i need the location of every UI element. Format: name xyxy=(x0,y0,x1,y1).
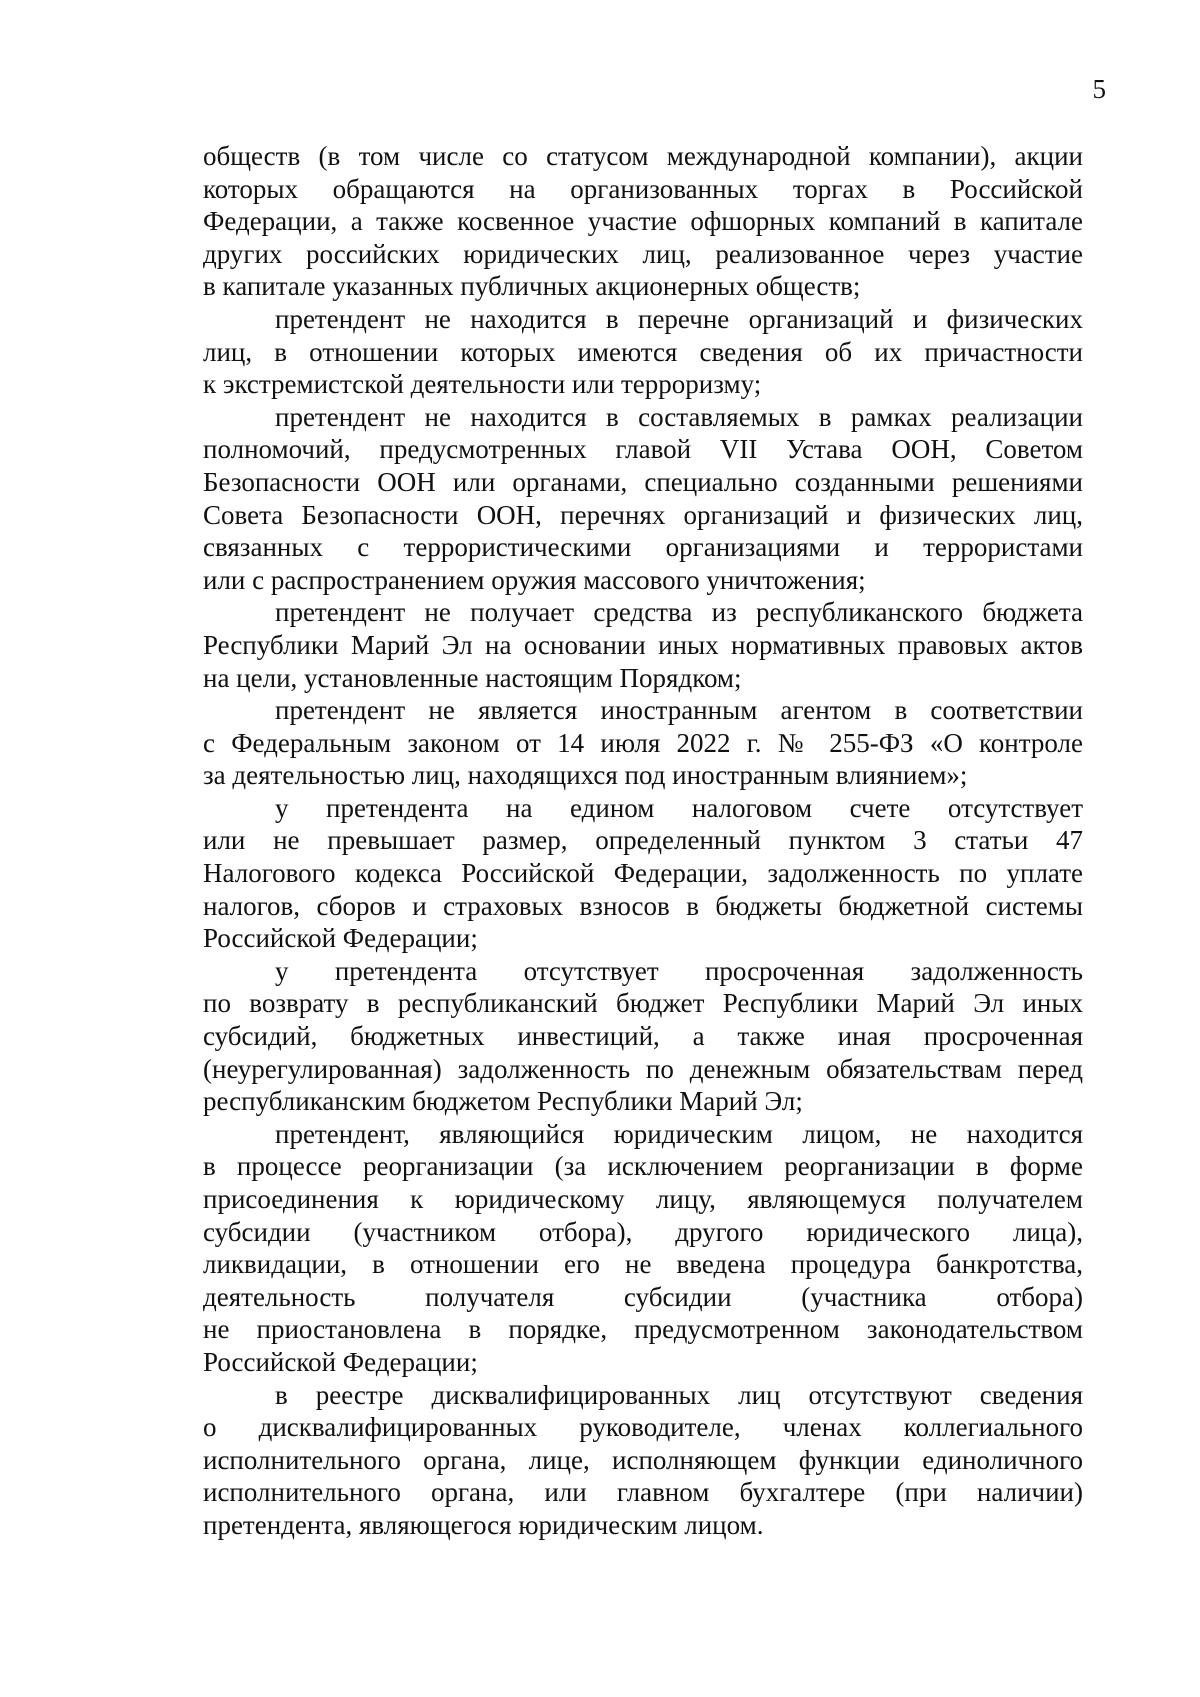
text-line: ликвидации, в отношении его не введена процедура банкротства, xyxy=(203,1249,1083,1280)
text-line: Российской Федерации; xyxy=(203,1346,478,1377)
text-line: Республики Марий Эл на основании иных нормативных правовых актов xyxy=(203,629,1083,660)
text-line: на цели, установленные настоящим Порядком; xyxy=(203,662,742,693)
text-line: претендент не получает средства из республиканского бюджета xyxy=(275,597,1083,628)
text-line: в реестре дисквалифицированных лиц отсутствуют сведения xyxy=(275,1379,1083,1410)
text-line: субсидии (участником отбора), другого юридического лица), xyxy=(203,1216,1083,1247)
text-line: деятельность получателя субсидии (участника отбора) xyxy=(203,1281,1083,1312)
text-line: по возврату в республиканский бюджет Республики Марий Эл иных xyxy=(203,988,1083,1019)
text-line: с Федеральным законом от 14 июля 2022 г. № 255-ФЗ «О контроле xyxy=(203,727,1083,758)
text-line: налогов, сборов и страховых взносов в бюджеты бюджетной системы xyxy=(203,890,1083,921)
text-line: (неурегулированная) задолженность по денежным обязательствам перед xyxy=(203,1053,1083,1084)
text-line: претендент не находится в перечне организаций и физических xyxy=(275,303,1083,334)
text-line: у претендента отсутствует просроченная задолженность xyxy=(275,955,1083,986)
text-line: обществ (в том числе со статусом международной компании), акции xyxy=(203,141,1083,171)
text-line: в капитале указанных публичных акционерных обществ; xyxy=(203,271,861,302)
paragraph xyxy=(203,1379,1083,1542)
text-line: Налогового кодекса Российской Федерации, задолженность по уплате xyxy=(203,858,1083,889)
paragraph xyxy=(203,596,1083,694)
text-line: присоединения к юридическому лицу, являющемуся получателем xyxy=(203,1184,1083,1214)
text-line: лиц, в отношении которых имеются сведения об их причастности xyxy=(203,336,1083,367)
text-line: у претендента на едином налоговом счете отсутствует xyxy=(275,792,1083,823)
text-line: республиканским бюджетом Республики Марий Эл; xyxy=(203,1086,803,1117)
paragraph xyxy=(203,140,1083,303)
text-line: или с распространением оружия массового уничтожения; xyxy=(203,564,866,595)
text-line: не приостановлена в порядке, предусмотренном законодательством xyxy=(203,1314,1083,1345)
text-line: Безопасности ООН или органами, специально созданными решениями xyxy=(203,466,1083,497)
text-line: исполнительного органа, или главном бухгалтере (при наличии) xyxy=(203,1477,1083,1508)
text-line: Федерации, а также косвенное участие офшорных компаний в капитале xyxy=(203,206,1083,237)
paragraph xyxy=(203,792,1083,955)
text-line: других российских юридических лиц, реализованное через участие xyxy=(203,238,1083,269)
text-line: претендент не является иностранным агентом в соответствии xyxy=(275,695,1083,726)
text-line: в процессе реорганизации (за исключением реорганизации в форме xyxy=(203,1151,1083,1182)
text-line: о дисквалифицированных руководителе, членах коллегиального xyxy=(203,1412,1083,1443)
text-line: связанных с террористическими организациями и террористами xyxy=(203,532,1083,563)
text-line: претендента, являющегося юридическим лицом. xyxy=(203,1509,764,1540)
document-body xyxy=(203,140,1083,1542)
text-line: которых обращаются на организованных торгах в Российской xyxy=(203,173,1083,204)
paragraph xyxy=(203,1118,1083,1379)
paragraph xyxy=(203,303,1083,401)
text-line: за деятельностью лиц, находящихся под иностранным влиянием»; xyxy=(203,760,968,791)
paragraph xyxy=(203,694,1083,792)
text-line: Совета Безопасности ООН, перечнях организаций и физических лиц, xyxy=(203,499,1083,530)
text-line: полномочий, предусмотренных главой VII Устава ООН, Советом xyxy=(203,434,1083,465)
text-line: претендент не находится в составляемых в рамках реализации xyxy=(275,401,1083,432)
text-line: к экстремистской деятельности или терроризму; xyxy=(203,369,762,400)
text-line: или не превышает размер, определенный пунктом 3 статьи 47 xyxy=(203,825,1083,856)
text-line: претендент, являющийся юридическим лицом, не находится xyxy=(275,1118,1083,1149)
page-number: 5 xyxy=(1092,74,1106,104)
paragraph xyxy=(203,955,1083,1118)
text-line: исполнительного органа, лице, исполняющем функции единоличного xyxy=(203,1444,1083,1475)
text-line: субсидий, бюджетных инвестиций, а также иная просроченная xyxy=(203,1021,1083,1052)
text-line: Российской Федерации; xyxy=(203,923,478,954)
paragraph xyxy=(203,401,1083,597)
